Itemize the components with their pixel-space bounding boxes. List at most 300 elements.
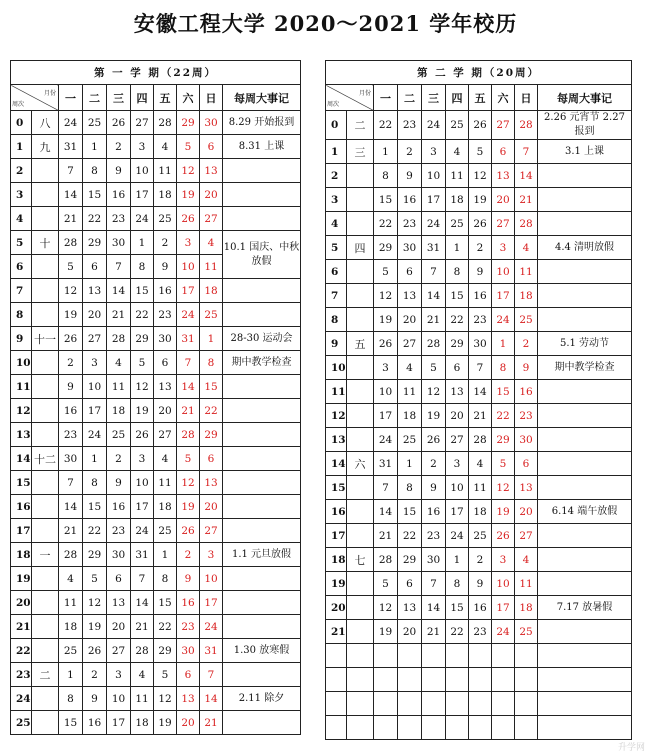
month-cell: 二 [347, 111, 374, 140]
week-row [326, 476, 632, 500]
weekend-date-cell: 10 [492, 260, 515, 284]
week-number: 6 [326, 260, 347, 284]
date-cell: 9 [422, 476, 446, 500]
blank-cell [538, 692, 632, 716]
date-cell: 16 [469, 284, 492, 308]
date-cell: 29 [374, 236, 398, 260]
event-cell [223, 591, 301, 615]
weekend-date-cell: 8 [200, 351, 223, 375]
date-cell: 24 [131, 207, 154, 231]
weekend-date-cell: 26 [177, 207, 200, 231]
month-cell [32, 687, 59, 711]
date-cell: 9 [107, 471, 131, 495]
weekend-date-cell: 13 [177, 687, 200, 711]
week-month-header [11, 85, 59, 111]
date-cell: 6 [83, 255, 107, 279]
date-cell: 4 [446, 140, 469, 164]
date-cell: 9 [154, 255, 177, 279]
week-number: 20 [11, 591, 32, 615]
date-cell: 19 [131, 399, 154, 423]
date-cell: 23 [398, 212, 422, 236]
date-cell: 25 [59, 639, 83, 663]
date-cell: 24 [131, 519, 154, 543]
date-cell: 16 [59, 399, 83, 423]
weekend-date-cell: 21 [177, 399, 200, 423]
weekend-date-cell: 21 [515, 188, 538, 212]
day-header: 六 [492, 85, 515, 111]
date-cell: 8 [59, 687, 83, 711]
date-cell: 17 [374, 404, 398, 428]
date-cell: 23 [107, 519, 131, 543]
date-cell: 13 [107, 591, 131, 615]
week-number: 12 [326, 404, 347, 428]
date-cell: 24 [59, 111, 83, 135]
weekend-date-cell: 23 [515, 404, 538, 428]
date-cell: 10 [374, 380, 398, 404]
day-header: 三 [422, 85, 446, 111]
week-row [326, 428, 632, 452]
week-number: 8 [326, 308, 347, 332]
date-cell: 28 [59, 231, 83, 255]
week-number: 23 [11, 663, 32, 687]
week-row [11, 687, 301, 711]
date-cell: 21 [422, 308, 446, 332]
weekend-date-cell: 22 [492, 404, 515, 428]
date-cell: 13 [398, 284, 422, 308]
week-number: 7 [326, 284, 347, 308]
month-cell [347, 596, 374, 620]
blank-cell [374, 716, 398, 740]
month-cell [347, 476, 374, 500]
weekend-date-cell: 7 [515, 140, 538, 164]
date-cell: 22 [398, 524, 422, 548]
month-cell [32, 399, 59, 423]
week-row [326, 524, 632, 548]
date-cell: 20 [154, 399, 177, 423]
week-number: 2 [326, 164, 347, 188]
blank-cell [469, 644, 492, 668]
event-cell: 5.1 劳动节 [538, 332, 632, 356]
date-cell: 8 [154, 567, 177, 591]
date-cell: 17 [131, 495, 154, 519]
date-cell: 27 [446, 428, 469, 452]
date-cell: 22 [446, 308, 469, 332]
weekend-date-cell: 22 [200, 399, 223, 423]
date-cell: 14 [107, 279, 131, 303]
date-cell: 29 [446, 332, 469, 356]
weekend-date-cell: 24 [177, 303, 200, 327]
week-row [326, 284, 632, 308]
date-cell: 11 [154, 471, 177, 495]
date-cell: 19 [154, 711, 177, 735]
date-cell: 24 [446, 524, 469, 548]
weekend-date-cell: 14 [200, 687, 223, 711]
event-cell [223, 495, 301, 519]
blank-cell [326, 692, 347, 716]
date-cell: 20 [446, 404, 469, 428]
blank-cell [469, 668, 492, 692]
weekend-date-cell: 18 [200, 279, 223, 303]
weekend-date-cell: 13 [200, 471, 223, 495]
week-row [326, 596, 632, 620]
week-number: 4 [11, 207, 32, 231]
month-cell [32, 159, 59, 183]
week-row [326, 308, 632, 332]
week-row [11, 111, 301, 135]
weekend-date-cell: 23 [177, 615, 200, 639]
date-cell: 3 [374, 356, 398, 380]
date-cell: 25 [398, 428, 422, 452]
date-cell: 16 [398, 188, 422, 212]
weekend-date-cell: 19 [492, 500, 515, 524]
month-cell [32, 279, 59, 303]
date-cell: 31 [422, 236, 446, 260]
date-cell: 10 [107, 687, 131, 711]
date-cell: 22 [446, 620, 469, 644]
weekend-date-cell: 11 [515, 572, 538, 596]
weekend-date-cell: 7 [200, 663, 223, 687]
date-cell: 28 [107, 327, 131, 351]
event-cell [538, 308, 632, 332]
semester-title-row [326, 61, 632, 85]
week-number: 4 [326, 212, 347, 236]
date-cell: 26 [83, 639, 107, 663]
date-cell: 4 [131, 663, 154, 687]
event-cell [538, 260, 632, 284]
day-header: 一 [374, 85, 398, 111]
date-cell: 23 [469, 620, 492, 644]
date-cell: 11 [446, 164, 469, 188]
blank-cell [515, 668, 538, 692]
date-cell: 6 [107, 567, 131, 591]
month-cell: 十一 [32, 327, 59, 351]
week-row [11, 519, 301, 543]
week-row [11, 183, 301, 207]
weekend-date-cell: 19 [177, 183, 200, 207]
weekend-date-cell: 17 [492, 284, 515, 308]
date-cell: 7 [59, 471, 83, 495]
date-cell: 22 [83, 207, 107, 231]
blank-cell [515, 716, 538, 740]
date-cell: 30 [59, 447, 83, 471]
weekend-date-cell: 16 [515, 380, 538, 404]
date-cell: 25 [446, 111, 469, 140]
event-cell [538, 524, 632, 548]
date-cell: 4 [59, 567, 83, 591]
day-header: 二 [398, 85, 422, 111]
week-number: 15 [326, 476, 347, 500]
date-cell: 14 [469, 380, 492, 404]
weekend-date-cell: 30 [200, 111, 223, 135]
date-cell: 29 [398, 548, 422, 572]
week-header-label: 周次 [12, 101, 25, 108]
date-cell: 18 [59, 615, 83, 639]
date-cell: 15 [446, 284, 469, 308]
month-cell: 八 [32, 111, 59, 135]
date-cell: 19 [469, 188, 492, 212]
date-cell: 7 [422, 260, 446, 284]
month-cell [32, 639, 59, 663]
date-cell: 8 [446, 572, 469, 596]
blank-cell [398, 668, 422, 692]
weekend-date-cell: 10 [200, 567, 223, 591]
date-cell: 25 [154, 519, 177, 543]
week-number: 24 [11, 687, 32, 711]
weekend-date-cell: 5 [177, 447, 200, 471]
month-cell [347, 620, 374, 644]
week-number: 13 [11, 423, 32, 447]
week-row [11, 663, 301, 687]
day-header: 六 [177, 85, 200, 111]
date-cell: 1 [59, 663, 83, 687]
week-number: 19 [326, 572, 347, 596]
week-number: 3 [11, 183, 32, 207]
weekend-date-cell: 25 [515, 308, 538, 332]
week-number: 5 [11, 231, 32, 255]
month-cell [347, 404, 374, 428]
date-cell: 24 [422, 212, 446, 236]
week-number: 18 [326, 548, 347, 572]
event-cell: 1.1 元旦放假 [223, 543, 301, 567]
weekend-date-cell: 29 [177, 111, 200, 135]
date-cell: 30 [422, 548, 446, 572]
date-cell: 10 [83, 375, 107, 399]
date-cell: 9 [107, 159, 131, 183]
date-cell: 23 [422, 524, 446, 548]
blank-cell [347, 716, 374, 740]
date-cell: 9 [469, 572, 492, 596]
date-cell: 29 [83, 231, 107, 255]
date-cell: 23 [398, 111, 422, 140]
date-cell: 16 [422, 500, 446, 524]
date-cell: 2 [107, 447, 131, 471]
date-cell: 31 [59, 135, 83, 159]
blank-cell [469, 716, 492, 740]
date-cell: 3 [131, 447, 154, 471]
week-number: 16 [326, 500, 347, 524]
week-row [11, 591, 301, 615]
date-cell: 27 [131, 111, 154, 135]
date-cell: 16 [107, 183, 131, 207]
week-row [326, 140, 632, 164]
week-number: 8 [11, 303, 32, 327]
weekend-date-cell: 17 [492, 596, 515, 620]
month-cell [347, 284, 374, 308]
date-cell: 19 [59, 303, 83, 327]
month-header-label: 月份 [43, 90, 56, 97]
weekend-date-cell: 29 [200, 423, 223, 447]
date-cell: 21 [59, 207, 83, 231]
date-cell: 27 [107, 639, 131, 663]
weekend-date-cell: 24 [492, 620, 515, 644]
weekend-date-cell: 5 [177, 135, 200, 159]
weekend-date-cell: 27 [492, 111, 515, 140]
date-cell: 2 [469, 548, 492, 572]
week-number: 11 [11, 375, 32, 399]
date-cell: 8 [398, 476, 422, 500]
date-cell: 2 [83, 663, 107, 687]
blank-cell [538, 668, 632, 692]
week-number: 13 [326, 428, 347, 452]
date-cell: 5 [469, 140, 492, 164]
month-cell [32, 591, 59, 615]
date-cell: 7 [422, 572, 446, 596]
date-cell: 2 [469, 236, 492, 260]
date-cell: 16 [107, 495, 131, 519]
date-cell: 5 [131, 351, 154, 375]
month-cell: 十二 [32, 447, 59, 471]
event-cell: 1.30 放寒假 [223, 639, 301, 663]
date-cell: 27 [83, 327, 107, 351]
weekend-date-cell: 2 [177, 543, 200, 567]
event-cell [223, 471, 301, 495]
event-cell [223, 663, 301, 687]
event-cell: 2.11 除夕 [223, 687, 301, 711]
date-cell: 1 [374, 140, 398, 164]
blank-cell [446, 668, 469, 692]
month-cell [347, 380, 374, 404]
blank-cell [492, 668, 515, 692]
event-cell [538, 284, 632, 308]
date-cell: 30 [107, 231, 131, 255]
date-cell: 11 [131, 687, 154, 711]
blank-cell [492, 692, 515, 716]
weekend-date-cell: 20 [515, 500, 538, 524]
date-cell: 26 [131, 423, 154, 447]
weekend-date-cell: 14 [177, 375, 200, 399]
weekend-date-cell: 28 [515, 212, 538, 236]
date-cell: 27 [398, 332, 422, 356]
date-cell: 26 [469, 111, 492, 140]
date-cell: 5 [374, 572, 398, 596]
date-cell: 22 [374, 111, 398, 140]
date-cell: 25 [83, 111, 107, 135]
week-row [11, 399, 301, 423]
month-cell [32, 519, 59, 543]
date-cell: 7 [469, 356, 492, 380]
date-cell: 17 [446, 500, 469, 524]
date-cell: 17 [131, 183, 154, 207]
date-cell: 7 [59, 159, 83, 183]
day-header: 二 [83, 85, 107, 111]
week-row [11, 159, 301, 183]
weekend-date-cell: 29 [492, 428, 515, 452]
date-cell: 19 [374, 620, 398, 644]
date-cell: 12 [59, 279, 83, 303]
month-cell: 十 [32, 231, 59, 255]
date-cell: 1 [446, 548, 469, 572]
header-row [326, 85, 632, 111]
week-number: 14 [326, 452, 347, 476]
date-cell: 19 [374, 308, 398, 332]
week-row [11, 351, 301, 375]
event-cell [538, 428, 632, 452]
date-cell: 4 [107, 351, 131, 375]
date-cell: 24 [374, 428, 398, 452]
date-cell: 30 [469, 332, 492, 356]
month-cell [347, 308, 374, 332]
date-cell: 22 [83, 519, 107, 543]
blank-cell [492, 644, 515, 668]
date-cell: 1 [446, 236, 469, 260]
blank-cell [538, 716, 632, 740]
weekend-date-cell: 12 [177, 159, 200, 183]
blank-row [326, 716, 632, 740]
date-cell: 1 [83, 447, 107, 471]
week-number: 21 [326, 620, 347, 644]
date-cell: 1 [398, 452, 422, 476]
date-cell: 18 [154, 495, 177, 519]
watermark-text: 升学网 [617, 743, 645, 753]
events-header: 每周大事记 [223, 85, 301, 111]
semester-2-table [325, 60, 632, 740]
weekend-date-cell: 24 [492, 308, 515, 332]
weekend-date-cell: 21 [200, 711, 223, 735]
blank-cell [422, 668, 446, 692]
week-row [326, 380, 632, 404]
weekend-date-cell: 27 [515, 524, 538, 548]
date-cell: 15 [154, 591, 177, 615]
date-cell: 28 [422, 332, 446, 356]
weekend-date-cell: 13 [515, 476, 538, 500]
week-row [11, 423, 301, 447]
event-cell [223, 303, 301, 327]
week-number: 16 [11, 495, 32, 519]
event-cell [223, 711, 301, 735]
weekend-date-cell: 13 [200, 159, 223, 183]
blank-cell [374, 668, 398, 692]
week-number: 19 [11, 567, 32, 591]
weekend-date-cell: 4 [515, 236, 538, 260]
week-number: 22 [11, 639, 32, 663]
date-cell: 6 [398, 260, 422, 284]
date-cell: 3 [107, 663, 131, 687]
weekend-date-cell: 3 [492, 236, 515, 260]
week-row [11, 375, 301, 399]
date-cell: 15 [446, 596, 469, 620]
blank-cell [398, 716, 422, 740]
blank-row [326, 644, 632, 668]
event-cell [538, 572, 632, 596]
weekend-date-cell: 27 [200, 207, 223, 231]
date-cell: 8 [374, 164, 398, 188]
date-cell: 18 [154, 183, 177, 207]
event-cell [538, 380, 632, 404]
week-row [11, 279, 301, 303]
weekend-date-cell: 1 [492, 332, 515, 356]
week-number: 0 [326, 111, 347, 140]
date-cell: 1 [131, 231, 154, 255]
date-cell: 11 [154, 159, 177, 183]
event-cell: 7.17 放暑假 [538, 596, 632, 620]
week-row [326, 111, 632, 140]
week-row [11, 447, 301, 471]
date-cell: 7 [107, 255, 131, 279]
date-cell: 2 [59, 351, 83, 375]
date-cell: 15 [83, 183, 107, 207]
weekend-date-cell: 10 [492, 572, 515, 596]
date-cell: 20 [398, 308, 422, 332]
weekend-date-cell: 17 [177, 279, 200, 303]
date-cell: 28 [131, 639, 154, 663]
week-number: 2 [11, 159, 32, 183]
day-header: 三 [107, 85, 131, 111]
date-cell: 13 [83, 279, 107, 303]
week-row [11, 567, 301, 591]
day-header: 四 [131, 85, 154, 111]
date-cell: 12 [83, 591, 107, 615]
date-cell: 5 [422, 356, 446, 380]
